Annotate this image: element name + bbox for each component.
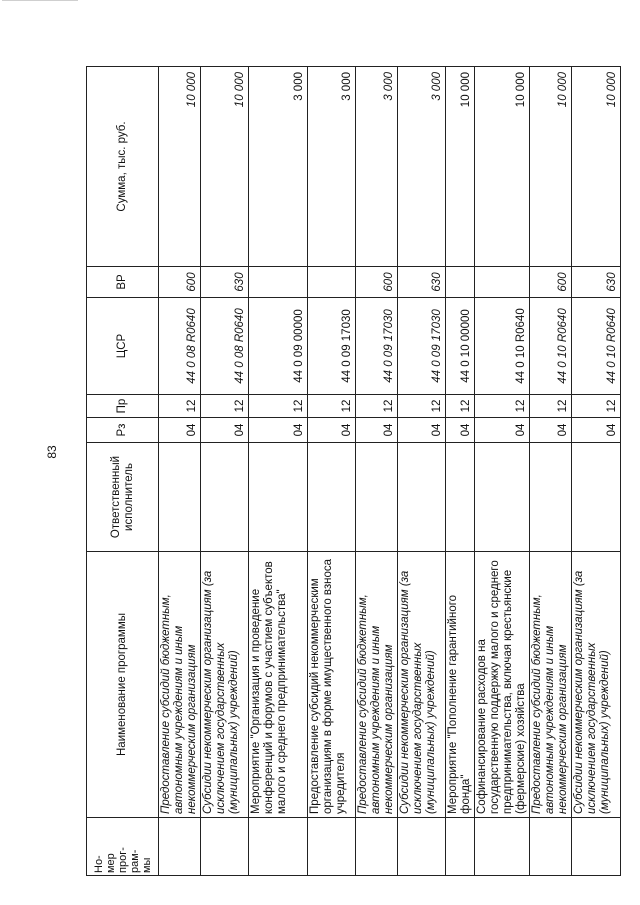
cell-row-number bbox=[475, 818, 530, 876]
header-rz: Рз bbox=[87, 418, 159, 443]
rotated-page bbox=[86, 67, 618, 876]
cell-subsection-code: 12 bbox=[356, 395, 398, 418]
cell-amount: 10 000 bbox=[159, 67, 201, 267]
cell-subsection-code: 12 bbox=[308, 395, 356, 418]
header-sum: Сумма, тыс. руб. bbox=[87, 67, 159, 267]
header-number: Но- мер прог- рам- мы bbox=[87, 818, 159, 876]
cell-program-name: Предоставление субсидий некоммерческим организациям в форме имущественного взноса учредителя bbox=[308, 552, 356, 818]
cell-expense-type-code bbox=[475, 267, 530, 298]
cell-section-code: 04 bbox=[530, 418, 572, 443]
cell-program-name: Субсидии некоммерческим организациям (за исключением государственных (муниципальных) учреждений) bbox=[398, 552, 446, 818]
cell-target-article-code: 44 0 08 R0640 bbox=[159, 298, 201, 395]
cell-program-name: Софинансирование расходов на государственную поддержку малого и среднего предпринимательства, включая крестьянские (фермерские) хозяйства bbox=[475, 552, 530, 818]
cell-row-number bbox=[530, 818, 572, 876]
cell-executor bbox=[159, 443, 201, 552]
cell-section-code: 04 bbox=[446, 418, 475, 443]
cell-expense-type-code: 630 bbox=[398, 267, 446, 298]
program-table bbox=[86, 66, 621, 876]
cell-program-name: Предоставление субсидий бюджетным, автономным учреждениям и иным некоммерческим организациям bbox=[356, 552, 398, 818]
cell-expense-type-code bbox=[249, 267, 308, 298]
table-row bbox=[475, 67, 530, 876]
cell-executor bbox=[356, 443, 398, 552]
cell-section-code: 04 bbox=[475, 418, 530, 443]
table-row bbox=[201, 67, 249, 876]
cell-row-number bbox=[201, 818, 249, 876]
cell-amount: 10 000 bbox=[475, 67, 530, 267]
cell-target-article-code: 44 0 09 17030 bbox=[356, 298, 398, 395]
header-program-name: Наименование программы bbox=[87, 552, 159, 818]
cell-subsection-code: 12 bbox=[475, 395, 530, 418]
header-pr: Пр bbox=[87, 395, 159, 418]
cell-row-number bbox=[159, 818, 201, 876]
cell-subsection-code: 12 bbox=[530, 395, 572, 418]
cell-program-name: Субсидии некоммерческим организациям (за исключением государственных (муниципальных) учреждений) bbox=[201, 552, 249, 818]
cell-section-code: 04 bbox=[398, 418, 446, 443]
cell-executor bbox=[475, 443, 530, 552]
cell-executor bbox=[446, 443, 475, 552]
table-row bbox=[446, 67, 475, 876]
header-row bbox=[87, 67, 159, 876]
cell-executor bbox=[308, 443, 356, 552]
cell-section-code: 04 bbox=[159, 418, 201, 443]
cell-target-article-code: 44 0 10 R0640 bbox=[530, 298, 572, 395]
cell-expense-type-code: 600 bbox=[159, 267, 201, 298]
table-row bbox=[530, 67, 572, 876]
cell-program-name: Субсидии некоммерческим организациям (за исключением государственных (муниципальных) учреждений) bbox=[572, 552, 621, 818]
cell-expense-type-code bbox=[446, 267, 475, 298]
table-row bbox=[308, 67, 356, 876]
cell-subsection-code: 12 bbox=[159, 395, 201, 418]
table-row bbox=[398, 67, 446, 876]
cell-executor bbox=[530, 443, 572, 552]
cell-expense-type-code: 630 bbox=[201, 267, 249, 298]
cell-subsection-code: 12 bbox=[249, 395, 308, 418]
header-csr: ЦСР bbox=[87, 298, 159, 395]
cell-row-number bbox=[356, 818, 398, 876]
cell-section-code: 04 bbox=[356, 418, 398, 443]
page-number: 83 bbox=[45, 445, 59, 459]
cell-amount: 3 000 bbox=[398, 67, 446, 267]
header-vr: ВР bbox=[87, 267, 159, 298]
cell-row-number bbox=[308, 818, 356, 876]
cell-row-number bbox=[249, 818, 308, 876]
cell-target-article-code: 44 0 09 00000 bbox=[249, 298, 308, 395]
cell-executor bbox=[398, 443, 446, 552]
table-row bbox=[572, 67, 621, 876]
cell-row-number bbox=[446, 818, 475, 876]
cell-program-name: Мероприятие "Пополнение гарантийного фонда" bbox=[446, 552, 475, 818]
cell-amount: 10 000 bbox=[201, 67, 249, 267]
cell-executor bbox=[249, 443, 308, 552]
cell-subsection-code: 12 bbox=[572, 395, 621, 418]
cell-amount: 10 000 bbox=[572, 67, 621, 267]
cell-target-article-code: 44 0 10 R0640 bbox=[475, 298, 530, 395]
cell-target-article-code: 44 0 08 R0640 bbox=[201, 298, 249, 395]
cell-row-number bbox=[572, 818, 621, 876]
cell-amount: 10 000 bbox=[530, 67, 572, 267]
cell-target-article-code: 44 0 10 00000 bbox=[446, 298, 475, 395]
cell-subsection-code: 12 bbox=[398, 395, 446, 418]
header-executor: Ответственный исполнитель bbox=[87, 443, 159, 552]
cell-section-code: 04 bbox=[572, 418, 621, 443]
cell-section-code: 04 bbox=[308, 418, 356, 443]
cell-target-article-code: 44 0 10 R0640 bbox=[572, 298, 621, 395]
cell-program-name: Мероприятие "Организация и проведение конференций и форумов с участием субъектов малого и среднего предпринимательства" bbox=[249, 552, 308, 818]
cell-amount: 3 000 bbox=[249, 67, 308, 267]
cell-executor bbox=[201, 443, 249, 552]
cell-amount: 3 000 bbox=[308, 67, 356, 267]
table-row bbox=[356, 67, 398, 876]
cell-amount: 3 000 bbox=[356, 67, 398, 267]
cell-program-name: Предоставление субсидий бюджетным, автономным учреждениям и иным некоммерческим организациям bbox=[159, 552, 201, 818]
scan-edge-mark bbox=[2, 0, 78, 1]
cell-executor bbox=[572, 443, 621, 552]
cell-target-article-code: 44 0 09 17030 bbox=[398, 298, 446, 395]
table-row bbox=[249, 67, 308, 876]
cell-section-code: 04 bbox=[249, 418, 308, 443]
cell-subsection-code: 12 bbox=[446, 395, 475, 418]
cell-row-number bbox=[398, 818, 446, 876]
cell-section-code: 04 bbox=[201, 418, 249, 443]
cell-expense-type-code bbox=[308, 267, 356, 298]
cell-subsection-code: 12 bbox=[201, 395, 249, 418]
cell-expense-type-code: 600 bbox=[356, 267, 398, 298]
cell-target-article-code: 44 0 09 17030 bbox=[308, 298, 356, 395]
cell-program-name: Предоставление субсидий бюджетным, автономным учреждениям и иным некоммерческим организациям bbox=[530, 552, 572, 818]
cell-amount: 10 000 bbox=[446, 67, 475, 267]
cell-expense-type-code: 600 bbox=[530, 267, 572, 298]
cell-expense-type-code: 630 bbox=[572, 267, 621, 298]
table-row bbox=[159, 67, 201, 876]
